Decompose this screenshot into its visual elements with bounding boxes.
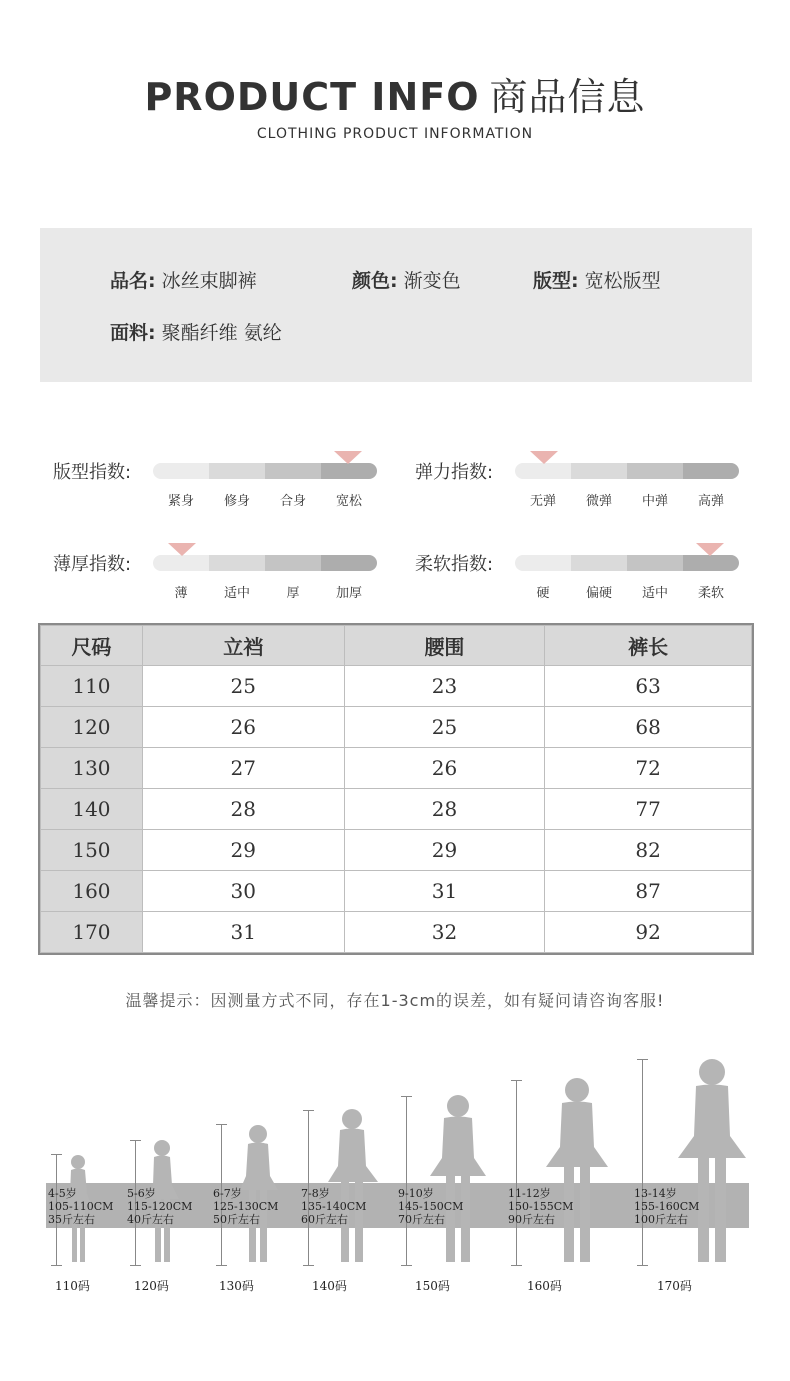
height-ruler	[516, 1080, 517, 1266]
index-elastic-label: 弹力指数:	[415, 462, 494, 483]
cell-length: 63	[545, 666, 752, 707]
tick: 柔软	[697, 586, 724, 601]
kid-height: 150-155CM	[508, 1200, 574, 1213]
kid-info	[213, 1187, 278, 1226]
kid-age: 9-10岁	[398, 1187, 434, 1200]
cell-size: 160	[41, 871, 143, 912]
height-ruler	[642, 1059, 643, 1266]
kid-weight: 50斤左右	[213, 1213, 260, 1226]
kid-height: 115-120CM	[127, 1200, 193, 1213]
index-softness-ticks	[515, 582, 739, 601]
index-fit	[53, 458, 393, 518]
table-row	[41, 871, 752, 912]
index-softness-bar	[515, 555, 739, 571]
table-row	[41, 789, 752, 830]
cell-length: 82	[545, 830, 752, 871]
kid-info	[301, 1187, 366, 1226]
kid-weight: 40斤左右	[127, 1213, 174, 1226]
kid-size-label: 130码	[219, 1279, 254, 1293]
info-fit-value: 宽松版型	[584, 270, 661, 292]
index-fit-label: 版型指数:	[53, 462, 132, 483]
kid-height: 135-140CM	[301, 1200, 367, 1213]
info-fabric	[110, 318, 282, 345]
info-fabric-key: 面料:	[110, 322, 156, 344]
index-softness-marker	[696, 543, 724, 556]
col-header-length: 裤长	[545, 626, 752, 666]
index-thickness-label: 薄厚指数:	[53, 554, 132, 575]
tick: 硬	[536, 586, 550, 601]
kid-weight: 100斤左右	[634, 1213, 688, 1226]
kid-height: 125-130CM	[213, 1200, 279, 1213]
tick: 微弹	[585, 494, 612, 509]
cell-rise: 27	[142, 748, 344, 789]
kid-age: 4-5岁	[48, 1187, 77, 1200]
col-header-size: 尺码	[41, 626, 143, 666]
kid-size-label: 160码	[527, 1279, 562, 1293]
tick: 适中	[641, 586, 668, 601]
info-color-value: 渐变色	[403, 270, 461, 292]
kid-age: 6-7岁	[213, 1187, 242, 1200]
kid-info	[127, 1187, 192, 1226]
kid-weight: 90斤左右	[508, 1213, 555, 1226]
cell-size: 150	[41, 830, 143, 871]
cell-waist: 29	[344, 830, 545, 871]
info-name	[110, 266, 257, 293]
kid-weight: 35斤左右	[48, 1213, 95, 1226]
kid-info	[48, 1187, 113, 1226]
index-thickness-marker	[168, 543, 196, 556]
child-silhouette	[544, 1077, 610, 1266]
product-info-box	[40, 228, 752, 382]
tick: 厚	[286, 586, 300, 601]
index-fit-bar	[153, 463, 377, 479]
cell-waist: 26	[344, 748, 545, 789]
cell-length: 87	[545, 871, 752, 912]
table-header-row	[41, 626, 752, 666]
cell-rise: 31	[142, 912, 344, 953]
title-en: PRODUCT INFO	[144, 75, 480, 119]
cell-size: 120	[41, 707, 143, 748]
col-header-waist: 腰围	[344, 626, 545, 666]
kid-info	[398, 1187, 463, 1226]
index-softness	[415, 550, 755, 610]
index-elastic-marker	[530, 451, 558, 464]
kid-age: 11-12岁	[508, 1187, 551, 1200]
measurement-tip: 温馨提示：因测量方式不同，存在1-3cm的误差，如有疑问请咨询客服!	[125, 991, 665, 1010]
kid-weight: 60斤左右	[301, 1213, 348, 1226]
cell-length: 92	[545, 912, 752, 953]
table-row	[41, 666, 752, 707]
info-name-key: 品名:	[110, 270, 156, 292]
info-name-value: 冰丝束脚裤	[161, 270, 257, 292]
tick: 适中	[223, 586, 250, 601]
info-fabric-value: 聚酯纤维 氨纶	[161, 322, 282, 344]
info-color-key: 颜色:	[352, 270, 398, 292]
tick: 合身	[279, 494, 306, 509]
tick: 紧身	[167, 494, 194, 509]
cell-rise: 29	[142, 830, 344, 871]
cell-waist: 31	[344, 871, 545, 912]
cell-waist: 25	[344, 707, 545, 748]
cell-size: 130	[41, 748, 143, 789]
kid-info	[508, 1187, 573, 1226]
table-row	[41, 707, 752, 748]
cell-length: 77	[545, 789, 752, 830]
index-fit-ticks	[153, 490, 377, 509]
size-table	[40, 625, 752, 953]
cell-size: 170	[41, 912, 143, 953]
cell-size: 110	[41, 666, 143, 707]
index-elastic	[415, 458, 755, 518]
kid-age: 7-8岁	[301, 1187, 330, 1200]
col-header-rise: 立裆	[142, 626, 344, 666]
index-thickness	[53, 550, 393, 610]
kid-age: 13-14岁	[634, 1187, 677, 1200]
kid-size-label: 170码	[657, 1279, 692, 1293]
index-elastic-ticks	[515, 490, 739, 509]
cell-waist: 23	[344, 666, 545, 707]
kid-size-label: 110码	[55, 1279, 90, 1293]
height-ruler	[406, 1096, 407, 1266]
tick: 宽松	[335, 494, 362, 509]
cell-length: 68	[545, 707, 752, 748]
page-title	[0, 66, 790, 121]
index-softness-label: 柔软指数:	[415, 554, 494, 575]
cell-rise: 26	[142, 707, 344, 748]
cell-rise: 30	[142, 871, 344, 912]
kid-weight: 70斤左右	[398, 1213, 445, 1226]
cell-length: 72	[545, 748, 752, 789]
cell-size: 140	[41, 789, 143, 830]
kid-age: 5-6岁	[127, 1187, 156, 1200]
info-fit-key: 版型:	[533, 270, 579, 292]
index-elastic-bar	[515, 463, 739, 479]
child-silhouette	[676, 1058, 748, 1266]
tick: 无弹	[529, 494, 556, 509]
cell-rise: 25	[142, 666, 344, 707]
kid-size-label: 150码	[415, 1279, 450, 1293]
cell-rise: 28	[142, 789, 344, 830]
cell-waist: 32	[344, 912, 545, 953]
tick: 高弹	[697, 494, 724, 509]
table-row	[41, 830, 752, 871]
kid-height: 155-160CM	[634, 1200, 700, 1213]
child-silhouette	[428, 1094, 488, 1266]
kid-height: 145-150CM	[398, 1200, 464, 1213]
index-thickness-ticks	[153, 582, 377, 601]
kid-height: 105-110CM	[48, 1200, 114, 1213]
page-subtitle: CLOTHING PRODUCT INFORMATION	[256, 126, 534, 142]
tick: 中弹	[641, 494, 668, 509]
table-row	[41, 748, 752, 789]
info-fit	[533, 266, 661, 293]
cell-waist: 28	[344, 789, 545, 830]
info-color	[352, 266, 461, 293]
tick: 偏硬	[585, 586, 612, 601]
index-fit-marker	[334, 451, 362, 464]
kid-size-label: 140码	[312, 1279, 347, 1293]
title-cn: 商品信息	[489, 75, 646, 119]
kid-size-label: 120码	[134, 1279, 169, 1293]
index-thickness-bar	[153, 555, 377, 571]
table-row	[41, 912, 752, 953]
tick: 薄	[174, 586, 188, 601]
tick: 加厚	[335, 586, 362, 601]
kid-info	[634, 1187, 699, 1226]
tick: 修身	[223, 494, 250, 509]
